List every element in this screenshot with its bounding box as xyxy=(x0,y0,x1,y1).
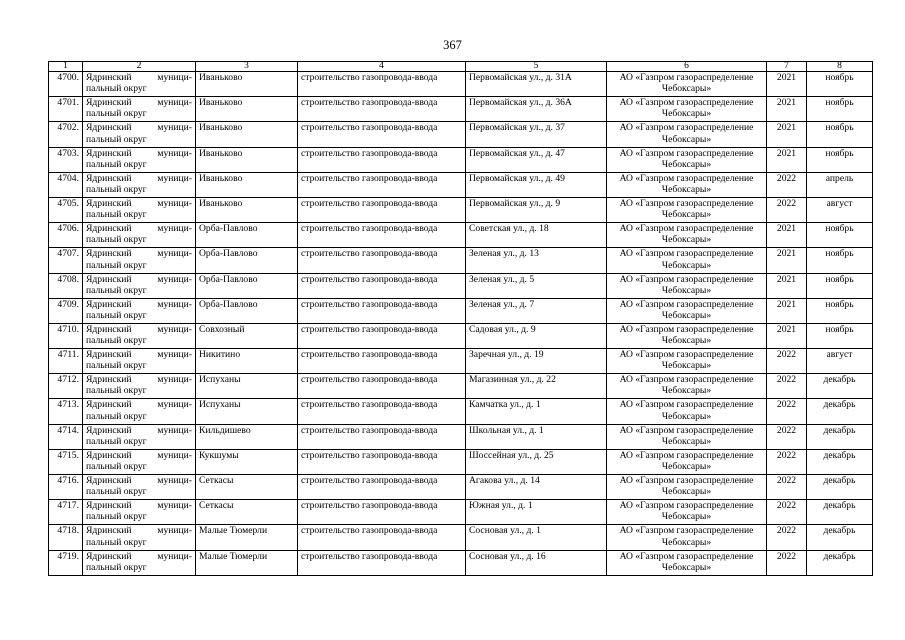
column-header: 7 xyxy=(767,62,807,72)
settlement-cell: Кукшумы xyxy=(196,449,298,474)
district-line-1: Ядринский муници- xyxy=(86,72,192,83)
row-number: 4708. xyxy=(49,273,83,298)
address-cell: Сосновая ул., д. 16 xyxy=(466,550,607,575)
district-line-2: пальный округ xyxy=(86,309,147,321)
table-row xyxy=(49,449,873,474)
work-type-cell: строительство газопровода-ввода xyxy=(298,449,466,474)
year-cell: 2021 xyxy=(767,147,807,172)
district-cell xyxy=(83,399,196,424)
work-type-cell: строительство газопровода-ввода xyxy=(298,197,466,222)
district-cell xyxy=(83,298,196,323)
year-cell: 2022 xyxy=(767,449,807,474)
address-cell: Первомайская ул., д. 49 xyxy=(466,172,607,197)
row-number: 4700. xyxy=(49,72,83,97)
month-cell: ноябрь xyxy=(807,72,873,97)
row-number: 4707. xyxy=(49,248,83,273)
organization-cell: АО «Газпром газораспределение Чебоксары» xyxy=(607,349,767,374)
address-cell: Зеленая ул., д. 7 xyxy=(466,298,607,323)
settlement-cell: Кильдишево xyxy=(196,424,298,449)
district-line-2: пальный округ xyxy=(86,108,147,120)
organization-cell: АО «Газпром газораспределение Чебоксары» xyxy=(607,248,767,273)
year-cell: 2022 xyxy=(767,197,807,222)
column-header: 4 xyxy=(298,62,466,72)
district-line-1: Ядринский муници- xyxy=(86,122,192,134)
year-cell: 2022 xyxy=(767,475,807,500)
month-cell: декабрь xyxy=(807,525,873,550)
row-number: 4706. xyxy=(49,223,83,248)
organization-cell: АО «Газпром газораспределение Чебоксары» xyxy=(607,97,767,122)
table-row xyxy=(49,298,873,323)
settlement-cell: Иваньково xyxy=(196,172,298,197)
page-number: 367 xyxy=(443,38,462,52)
month-cell: ноябрь xyxy=(807,323,873,348)
address-cell: Камчатка ул., д. 1 xyxy=(466,399,607,424)
row-number: 4711. xyxy=(49,349,83,374)
district-cell xyxy=(83,550,196,575)
table-row xyxy=(49,424,873,449)
district-cell xyxy=(83,424,196,449)
district-line-1: Ядринский муници- xyxy=(86,449,192,461)
row-number: 4705. xyxy=(49,197,83,222)
work-type-cell: строительство газопровода-ввода xyxy=(298,349,466,374)
column-header: 3 xyxy=(196,62,298,72)
month-cell: декабрь xyxy=(807,500,873,525)
work-type-cell: строительство газопровода-ввода xyxy=(298,72,466,97)
district-cell xyxy=(83,172,196,197)
address-cell: Советская ул., д. 18 xyxy=(466,223,607,248)
work-type-cell: строительство газопровода-ввода xyxy=(298,248,466,273)
year-cell: 2022 xyxy=(767,550,807,575)
month-cell: декабрь xyxy=(807,374,873,399)
month-cell: декабрь xyxy=(807,449,873,474)
district-cell xyxy=(83,97,196,122)
year-cell: 2022 xyxy=(767,500,807,525)
work-type-cell: строительство газопровода-ввода xyxy=(298,525,466,550)
table-row xyxy=(49,72,873,97)
row-number: 4719. xyxy=(49,550,83,575)
settlement-cell: Иваньково xyxy=(196,122,298,147)
month-cell: ноябрь xyxy=(807,97,873,122)
month-cell: декабрь xyxy=(807,399,873,424)
district-line-2: пальный округ xyxy=(86,335,147,347)
column-number-row xyxy=(49,62,873,72)
district-cell xyxy=(83,500,196,525)
column-header: 8 xyxy=(807,62,873,72)
work-type-cell: строительство газопровода-ввода xyxy=(298,273,466,298)
settlement-cell: Испуханы xyxy=(196,374,298,399)
work-type-cell: строительство газопровода-ввода xyxy=(298,500,466,525)
district-line-2: пальный округ xyxy=(86,83,147,95)
district-cell xyxy=(83,223,196,248)
organization-cell: АО «Газпром газораспределение Чебоксары» xyxy=(607,273,767,298)
year-cell: 2022 xyxy=(767,399,807,424)
row-number: 4713. xyxy=(49,399,83,424)
district-line-1: Ядринский муници- xyxy=(86,525,192,537)
settlement-cell: Орба-Павлово xyxy=(196,298,298,323)
district-cell xyxy=(83,323,196,348)
column-header: 6 xyxy=(607,62,767,72)
settlement-cell: Орба-Павлово xyxy=(196,223,298,248)
year-cell: 2022 xyxy=(767,424,807,449)
district-cell xyxy=(83,197,196,222)
month-cell: август xyxy=(807,197,873,222)
row-number: 4715. xyxy=(49,449,83,474)
organization-cell: АО «Газпром газораспределение Чебоксары» xyxy=(607,424,767,449)
district-line-1: Ядринский муници- xyxy=(86,374,192,386)
table-row xyxy=(49,500,873,525)
district-line-2: пальный округ xyxy=(86,435,147,447)
row-number: 4710. xyxy=(49,323,83,348)
work-type-cell: строительство газопровода-ввода xyxy=(298,399,466,424)
table-row xyxy=(49,525,873,550)
work-type-cell: строительство газопровода-ввода xyxy=(298,475,466,500)
month-cell: ноябрь xyxy=(807,248,873,273)
address-cell: Первомайская ул., д. 9 xyxy=(466,197,607,222)
organization-cell: АО «Газпром газораспределение Чебоксары» xyxy=(607,475,767,500)
settlement-cell: Орба-Павлово xyxy=(196,273,298,298)
organization-cell: АО «Газпром газораспределение Чебоксары» xyxy=(607,298,767,323)
settlement-cell: Иваньково xyxy=(196,72,298,97)
district-line-1: Ядринский муници- xyxy=(86,248,192,260)
settlement-cell: Орба-Павлово xyxy=(196,248,298,273)
settlement-cell: Иваньково xyxy=(196,197,298,222)
district-line-1: Ядринский муници- xyxy=(86,273,192,285)
work-type-cell: строительство газопровода-ввода xyxy=(298,374,466,399)
address-cell: Шоссейная ул., д. 25 xyxy=(466,449,607,474)
district-line-2: пальный округ xyxy=(86,461,147,473)
district-line-1: Ядринский муници- xyxy=(86,500,192,512)
district-line-2: пальный округ xyxy=(86,360,147,372)
table-row xyxy=(49,197,873,222)
address-cell: Первомайская ул., д. 36А xyxy=(466,97,607,122)
month-cell: декабрь xyxy=(807,550,873,575)
row-number: 4703. xyxy=(49,147,83,172)
district-line-1: Ядринский муници- xyxy=(86,147,192,159)
month-cell: апрель xyxy=(807,172,873,197)
organization-cell: АО «Газпром газораспределение Чебоксары» xyxy=(607,500,767,525)
settlement-cell: Иваньково xyxy=(196,147,298,172)
row-number: 4709. xyxy=(49,298,83,323)
district-line-1: Ядринский муници- xyxy=(86,424,192,436)
district-line-2: пальный округ xyxy=(86,234,147,246)
table-row xyxy=(49,122,873,147)
month-cell: ноябрь xyxy=(807,223,873,248)
district-line-2: пальный округ xyxy=(86,259,147,271)
work-type-cell: строительство газопровода-ввода xyxy=(298,147,466,172)
table-row xyxy=(49,323,873,348)
district-line-2: пальный округ xyxy=(86,133,147,145)
district-line-2: пальный округ xyxy=(86,511,147,523)
table-row xyxy=(49,172,873,197)
year-cell: 2022 xyxy=(767,525,807,550)
year-cell: 2022 xyxy=(767,349,807,374)
district-line-1: Ядринский муници- xyxy=(86,475,192,486)
organization-cell: АО «Газпром газораспределение Чебоксары» xyxy=(607,550,767,575)
table-row xyxy=(49,223,873,248)
settlement-cell: Сеткасы xyxy=(196,500,298,525)
organization-cell: АО «Газпром газораспределение Чебоксары» xyxy=(607,449,767,474)
district-line-1: Ядринский муници- xyxy=(86,323,192,335)
district-line-1: Ядринский муници- xyxy=(86,298,192,310)
organization-cell: АО «Газпром газораспределение Чебоксары» xyxy=(607,72,767,97)
table-row xyxy=(49,475,873,500)
district-line-2: пальный округ xyxy=(86,158,147,170)
district-line-1: Ядринский муници- xyxy=(86,399,192,411)
work-type-cell: строительство газопровода-ввода xyxy=(298,223,466,248)
address-cell: Магазинная ул., д. 22 xyxy=(466,374,607,399)
district-line-1: Ядринский муници- xyxy=(86,223,192,235)
row-number: 4716. xyxy=(49,475,83,500)
organization-cell: АО «Газпром газораспределение Чебоксары» xyxy=(607,323,767,348)
column-header: 2 xyxy=(83,62,196,72)
address-cell: Садовая ул., д. 9 xyxy=(466,323,607,348)
district-cell xyxy=(83,349,196,374)
address-cell: Заречная ул., д. 19 xyxy=(466,349,607,374)
district-line-2: пальный округ xyxy=(86,284,147,296)
organization-cell: АО «Газпром газораспределение Чебоксары» xyxy=(607,525,767,550)
settlement-cell: Сеткасы xyxy=(196,475,298,500)
settlement-cell: Иваньково xyxy=(196,97,298,122)
district-line-2: пальный округ xyxy=(86,183,147,195)
district-line-2: пальный округ xyxy=(86,385,147,397)
address-cell: Первомайская ул., д. 37 xyxy=(466,122,607,147)
column-header: 1 xyxy=(49,62,83,72)
year-cell: 2021 xyxy=(767,273,807,298)
row-number: 4702. xyxy=(49,122,83,147)
work-type-cell: строительство газопровода-ввода xyxy=(298,550,466,575)
settlement-cell: Никитино xyxy=(196,349,298,374)
address-cell: Зеленая ул., д. 5 xyxy=(466,273,607,298)
district-cell xyxy=(83,374,196,399)
district-cell xyxy=(83,475,196,500)
month-cell: декабрь xyxy=(807,475,873,500)
district-line-1: Ядринский муници- xyxy=(86,550,192,562)
year-cell: 2021 xyxy=(767,248,807,273)
work-type-cell: строительство газопровода-ввода xyxy=(298,122,466,147)
district-line-2: пальный округ xyxy=(86,209,147,221)
table-row xyxy=(49,248,873,273)
organization-cell: АО «Газпром газораспределение Чебоксары» xyxy=(607,399,767,424)
month-cell: ноябрь xyxy=(807,122,873,147)
row-number: 4718. xyxy=(49,525,83,550)
district-cell xyxy=(83,449,196,474)
table-row xyxy=(49,273,873,298)
organization-cell: АО «Газпром газораспределение Чебоксары» xyxy=(607,223,767,248)
row-number: 4704. xyxy=(49,172,83,197)
address-cell: Первомайская ул., д. 47 xyxy=(466,147,607,172)
row-number: 4712. xyxy=(49,374,83,399)
work-type-cell: строительство газопровода-ввода xyxy=(298,172,466,197)
month-cell: август xyxy=(807,349,873,374)
settlement-cell: Испуханы xyxy=(196,399,298,424)
district-cell xyxy=(83,72,196,97)
row-number: 4714. xyxy=(49,424,83,449)
table-row xyxy=(49,399,873,424)
table-row xyxy=(49,550,873,575)
organization-cell: АО «Газпром газораспределение Чебоксары» xyxy=(607,172,767,197)
address-cell: Сосновая ул., д. 1 xyxy=(466,525,607,550)
district-cell xyxy=(83,147,196,172)
district-line-2: пальный округ xyxy=(86,536,147,548)
district-line-2: пальный округ xyxy=(86,561,147,573)
address-cell: Агакова ул., д. 14 xyxy=(466,475,607,500)
organization-cell: АО «Газпром газораспределение Чебоксары» xyxy=(607,147,767,172)
district-line-1: Ядринский муници- xyxy=(86,197,192,209)
organization-cell: АО «Газпром газораспределение Чебоксары» xyxy=(607,197,767,222)
work-type-cell: строительство газопровода-ввода xyxy=(298,323,466,348)
row-number: 4717. xyxy=(49,500,83,525)
table-row xyxy=(49,349,873,374)
settlement-cell: Совхозный xyxy=(196,323,298,348)
address-cell: Зеленая ул., д. 13 xyxy=(466,248,607,273)
address-cell: Южная ул., д. 1 xyxy=(466,500,607,525)
month-cell: ноябрь xyxy=(807,147,873,172)
year-cell: 2021 xyxy=(767,122,807,147)
address-cell: Первомайская ул., д. 31А xyxy=(466,72,607,97)
district-cell xyxy=(83,525,196,550)
year-cell: 2021 xyxy=(767,323,807,348)
year-cell: 2021 xyxy=(767,298,807,323)
district-line-2: пальный округ xyxy=(86,410,147,422)
district-line-2: пальный округ xyxy=(86,486,147,498)
organization-cell: АО «Газпром газораспределение Чебоксары» xyxy=(607,374,767,399)
month-cell: ноябрь xyxy=(807,273,873,298)
year-cell: 2022 xyxy=(767,374,807,399)
work-type-cell: строительство газопровода-ввода xyxy=(298,298,466,323)
year-cell: 2022 xyxy=(767,172,807,197)
district-line-1: Ядринский муници- xyxy=(86,349,192,361)
settlement-cell: Малые Тюмерли xyxy=(196,525,298,550)
work-type-cell: строительство газопровода-ввода xyxy=(298,97,466,122)
month-cell: декабрь xyxy=(807,424,873,449)
gas-connection-table xyxy=(48,61,873,576)
month-cell: ноябрь xyxy=(807,298,873,323)
column-header: 5 xyxy=(466,62,607,72)
row-number: 4701. xyxy=(49,97,83,122)
year-cell: 2021 xyxy=(767,97,807,122)
district-cell xyxy=(83,273,196,298)
settlement-cell: Малые Тюмерли xyxy=(196,550,298,575)
table-row xyxy=(49,97,873,122)
table-row xyxy=(49,374,873,399)
district-cell xyxy=(83,122,196,147)
year-cell: 2021 xyxy=(767,223,807,248)
district-line-1: Ядринский муници- xyxy=(86,97,192,109)
district-line-1: Ядринский муници- xyxy=(86,172,192,184)
table-row xyxy=(49,147,873,172)
work-type-cell: строительство газопровода-ввода xyxy=(298,424,466,449)
address-cell: Школьная ул., д. 1 xyxy=(466,424,607,449)
district-cell xyxy=(83,248,196,273)
year-cell: 2021 xyxy=(767,72,807,97)
organization-cell: АО «Газпром газораспределение Чебоксары» xyxy=(607,122,767,147)
